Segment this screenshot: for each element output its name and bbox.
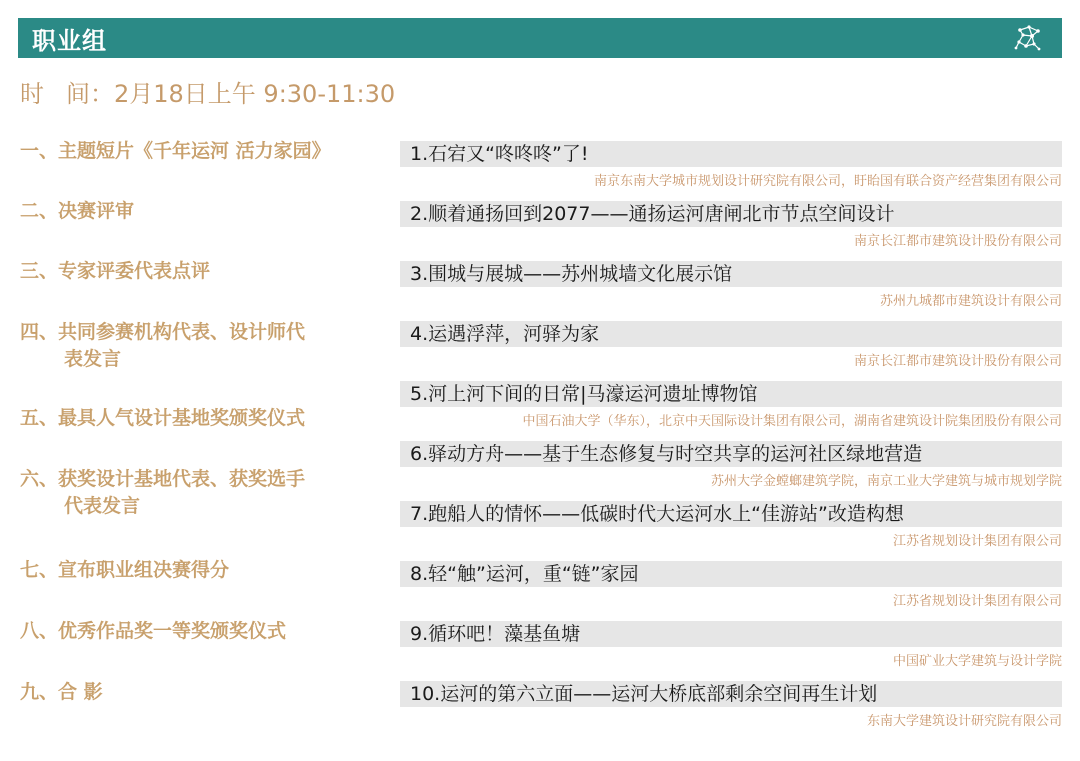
work-entry (400, 201, 1062, 253)
agenda-item: 九、合 影 (20, 681, 103, 703)
agenda-item: 二、决赛评审 (20, 200, 135, 222)
work-title: 2.顺着通扬回到2077——通扬运河唐闸北市节点空间设计 (410, 203, 895, 225)
agenda-item: 五、最具人气设计基地奖颁奖仪式 (20, 407, 306, 429)
work-title: 10.运河的第六立面——运河大桥底部剩余空间再生计划 (410, 683, 878, 705)
work-title: 6.驿动方舟——基于生态修复与时空共享的运河社区绿地营造 (410, 443, 923, 465)
work-title: 5.河上河下间的日常|马濠运河遗址博物馆 (410, 383, 758, 405)
work-entry (400, 141, 1062, 193)
work-title: 8.轻“触”运河，重“链”家园 (410, 563, 639, 585)
agenda-item: 七、宣布职业组决赛得分 (20, 559, 230, 581)
work-entry (400, 381, 1062, 433)
work-organization: 南京东南大学城市规划设计研究院有限公司，盱眙国有联合资产经营集团有限公司 (593, 174, 1062, 189)
work-title: 9.循环吧！藻基鱼塘 (410, 623, 581, 645)
network-logo-icon (1012, 22, 1046, 54)
section-title: 职业组 (32, 26, 107, 55)
work-entry (400, 441, 1062, 493)
work-entry (400, 501, 1062, 553)
work-organization: 江苏省规划设计集团有限公司 (892, 534, 1062, 549)
work-organization: 苏州大学金螳螂建筑学院，南京工业大学建筑与城市规划学院 (710, 474, 1062, 489)
work-organization: 东南大学建筑设计研究院有限公司 (866, 714, 1062, 729)
work-entry (400, 321, 1062, 373)
agenda-item: 四、共同参赛机构代表、设计师代 表发言 (20, 321, 306, 370)
agenda-item: 一、主题短片《千年运河 活力家园》 (20, 140, 331, 162)
work-title: 1.石宕又“咚咚咚”了! (410, 143, 589, 165)
work-title: 4.运遇浮萍，河驿为家 (410, 323, 600, 345)
section-header (18, 18, 1062, 58)
schedule-value: 2月18日上午 9:30-11:30 (114, 80, 396, 108)
work-organization: 中国石油大学（华东），北京中天国际设计集团有限公司，湖南省建筑设计院集团股份有限公司 (522, 414, 1062, 429)
work-entry (400, 261, 1062, 313)
work-organization: 苏州九城都市建筑设计有限公司 (879, 294, 1062, 309)
work-organization: 江苏省规划设计集团有限公司 (892, 594, 1062, 609)
work-entry (400, 621, 1062, 673)
work-entry (400, 681, 1062, 733)
agenda-item: 三、专家评委代表点评 (20, 260, 211, 282)
work-organization: 中国矿业大学建筑与设计学院 (892, 654, 1062, 669)
schedule-label-2: 间： (66, 80, 114, 108)
work-title: 7.跑船人的情怀——低碳时代大运河水上“佳游站”改造构想 (410, 503, 904, 525)
schedule-time (20, 74, 395, 109)
work-organization: 南京长江都市建筑设计股份有限公司 (853, 234, 1062, 249)
agenda-item: 六、获奖设计基地代表、获奖选手 代表发言 (20, 468, 306, 517)
schedule-label: 时 (20, 80, 44, 108)
work-entry (400, 561, 1062, 613)
work-organization: 南京长江都市建筑设计股份有限公司 (853, 354, 1062, 369)
agenda-item: 八、优秀作品奖一等奖颁奖仪式 (20, 620, 287, 642)
work-title: 3.围城与展城——苏州城墙文化展示馆 (410, 263, 733, 285)
